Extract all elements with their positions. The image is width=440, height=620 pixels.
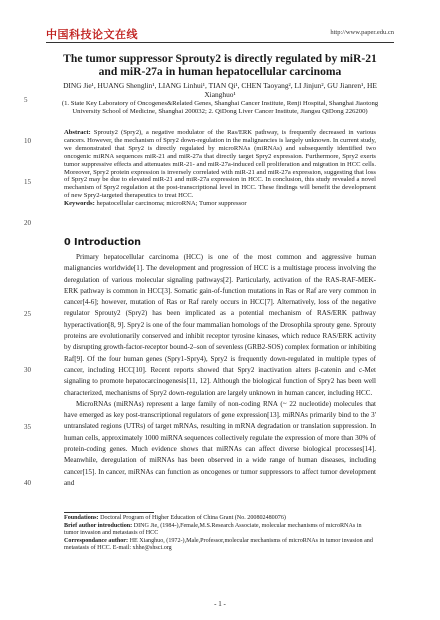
abstract-label: Abstract: [64, 129, 91, 136]
footnote-rule [64, 512, 154, 513]
line-number: 25 [24, 310, 31, 318]
footnote-text: DING Jie, (1984-),Female,M.S.Research Associate, molecular mechanisms of microRNAs in tumor invasion and metastasis of HCC [64, 522, 362, 537]
footnotes [64, 515, 376, 553]
line-number: 15 [24, 178, 31, 186]
footnote-item [64, 538, 376, 553]
paragraph: Primary hepatocellular carcinoma (HCC) is one of the most common and aggressive human malignancies worldwide[1]. The development and progression of HCC is a multistage process involving the deregulation of various molecular signaling pathways[2]. Particularly, activation of the RAS-RAF-MEK-ERK pathway is common in HCC[3]. Somatic gain-of-function mutations in Ras or Raf are very common in cancer[4-6]; however, mutation of Ras or Raf rarely occurs in HCC[7]. Alternatively, loss of the negative regulator Sprouty2 (Spry2) has been implicated as a potential mechanism of RAS/ERK pathway hyperactivation[8, 9]. Spry2 is one of the four mammalian homologs of the Drosophila sprouty gene. Sprouty proteins are evolutionarily conserved and inhibit receptor tyrosine kinases, which reduce RAS/ERK activity by disrupting growth-factor-receptor bound-2–son of sevenless (GRB2-SOS) complex formation or inhibiting Raf[9]. Of the four human genes (Spry1-Spry4), Spry2 is frequently down-regulated in multiple types of cancer, including HCC[10]. Recent reports showed that Spry2 inactivation alters β-catenin and c-Met signaling to promote hepatocarcinogenesis[11, 12]. Although the biological function of Spry2 has been well characterized, mechanisms of Spry2 down-regulation are largely unknown in human cancer, including HCC. [64, 253, 376, 397]
line-number: 40 [24, 479, 31, 487]
page-number: - 1 - [214, 600, 226, 608]
keywords [64, 200, 376, 208]
abstract-text: Sprouty2 (Spry2), a negative modulator of the Ras/ERK pathway, is frequently decreased in various cancers. However, the mechanism of Spry2 down-regulation in the malignancies is largely unknown. In current study, we demonstrated that Spry2 is directly regulated by microRNAs (miRNAs) and subsequently identified two oncogenic miRNA sequences miR-21 and miR-27a that directly target Spry2 expression. Furthermore, Spry2 exerts tumor suppressive effects and attenuates miR-21- and miR-27a-induced cell proliferation and migration in HCC cells. Moreover, Spry2 protein expression is inversely correlated with miR-21 and miR-27a expression, suggesting that loss of Spry2 may be due to elevated miR-21 and miR-27a expression in HCC. In conclusion, this study revealed a novel mechanism of Spry2 regulation at the post-transcriptional level in HCC. These findings will benefit the development of new Spry2-targeted therapeutics to treat HCC. [64, 129, 376, 200]
footnote-text: Doctoral Program of Higher Education of China Grant (No. 200802480076) [100, 515, 286, 521]
footnote-item [64, 515, 376, 523]
footnote-label: Foundations: [64, 515, 99, 521]
affiliations: (1. State Key Laboratory of Oncogenes&Related Genes, Shanghai Cancer Institute, Renji Hospital, Shanghai Jiaotong University School of Medicine, Shanghai 200032; 2. QiDong Liver Cancer Institute, Jiangsu QiDong 226200) [61, 100, 379, 115]
line-number: 10 [24, 137, 31, 145]
paper-title: The tumor suppressor Sprouty2 is directly regulated by miR-21 and miR-27a in human hepatocellular carcinoma [63, 52, 377, 78]
footnote-label: Correspondance author: [64, 537, 129, 544]
keywords-label: Keywords: [64, 200, 95, 208]
author-list: DING Jie¹, HUANG Shenglin¹, LIANG Linhui¹, TIAN Qi¹, CHEN Taoyang², LI Jinjun², GU Jianren¹, HE Xianghuo¹ [63, 81, 377, 99]
section-heading: 0 Introduction [64, 237, 142, 248]
keywords-text: hepatocellular carcinoma; microRNA; Tumor suppressor [96, 200, 247, 208]
site-logo [46, 26, 138, 42]
line-number: 30 [24, 366, 31, 374]
page-header [46, 26, 394, 43]
abstract [64, 129, 376, 208]
footnote-label: Brief author introduction: [64, 522, 133, 529]
line-number: 20 [24, 219, 31, 227]
footnote-item [64, 523, 376, 538]
site-url[interactable]: http://www.paper.edu.cn [330, 29, 394, 36]
line-number: 35 [24, 423, 31, 431]
paragraph: MicroRNAs (miRNAs) represent a large family of non-coding RNA (~ 22 nucleotide) molecules that have emerged as key post-transcriptional regulators of gene expression[13]. miRNAs primarily bind to the 3' untranslated regions (UTRs) of target mRNAs, resulting in mRNA degradation or translation suppression. In human cells, approximately 1000 miRNA sequences collectively regulate the expression of more than 30% of protein-coding genes. Much evidence shows that miRNAs can affect diverse biological processes[14]. Meanwhile, deregulation of miRNAs has been observed in a wide range of human diseases, including cancer[15]. In cancer, miRNAs can function as oncogenes or tumor suppressors to affect tumor development and [64, 399, 376, 487]
site-logo-text: 中国科技论文在线 [46, 28, 138, 41]
body-text [64, 252, 376, 489]
line-number: 5 [24, 96, 28, 104]
footnote-text: HE Xianghuo, (1972-),Male,Professor,molecular mechanisms of microRNAs in tumor invasion and metastasis of HCC. E-mail: xhhe@shsci.org [64, 537, 373, 552]
